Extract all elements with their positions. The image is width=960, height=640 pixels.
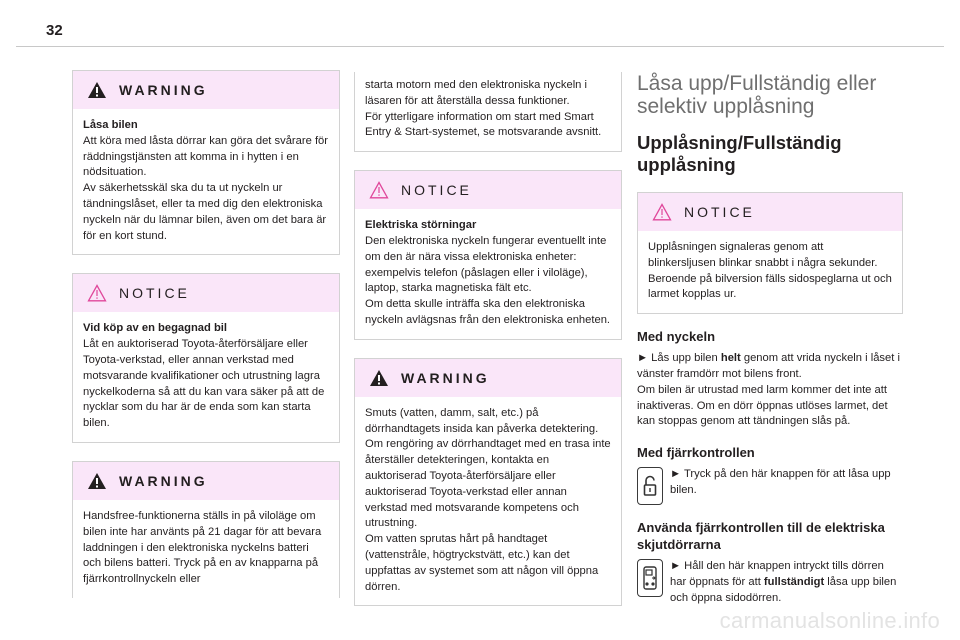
notice-triangle-icon	[87, 284, 107, 302]
top-divider	[16, 46, 944, 47]
warning-label: WARNING	[401, 369, 490, 386]
sliding-heading: Använda fjärrkontrollen till de elektriska skjutdörrarna	[637, 520, 885, 553]
key-text-after: genom att vrida nyckeln i låset i vänster framdörr mot bilens front. Om bilen är utrustad med larm kommer det inte att inaktiveras. Om en dörr öppnas utlöses larmet, det kan stoppas genom att tändningen slås på.	[637, 352, 900, 428]
unlock-icon	[637, 467, 663, 505]
notice-label: NOTICE	[401, 182, 472, 199]
page-number: 32	[46, 22, 63, 39]
notice-box-used-car	[72, 273, 340, 443]
notice-triangle-icon	[652, 203, 672, 221]
warning-continued-text: starta motorn med den elektroniska nyckeln i läsaren för att återställa dessa funktioner. För ytterligare information om start med Smart Entry & Start-systemet, se motsvarande avsnitt.	[365, 79, 602, 139]
sliding-text-before: ► Håll den här knappen intryckt tills dörren har öppnats för att	[670, 560, 884, 588]
warning-header	[73, 71, 339, 109]
column-3	[637, 72, 903, 607]
warning-text: Smuts (vatten, damm, salt, etc.) på dörrhandtagets insida kan påverka detektering. Om rengöring av dörrhandtaget med en trasa inte återställer detekteringen, kontakta en auktoriserad Toyota-återförsäljare eller auktoriserad Toyota-verkstad eller annan verkstad med motsvarande kompetens och utrustning. Om vatten sprutas hårt på handtaget (vattenstråle, högtryckstvätt, etc.) kan det uppfattas av systemet som att någon vill öppna dörren.	[365, 406, 611, 593]
notice-header	[355, 171, 621, 209]
warning-header	[73, 462, 339, 500]
warning-triangle-icon	[369, 369, 389, 387]
warning-text: Att köra med låsta dörrar kan göra det svårare för räddningstjänsten att komma in i hytten i en nödsituation. Av säkerhetsskäl ska du ta ut nyckeln ur tändningslåset, eller ta med dig den elektroniska nyckeln när du lämnar bilen, även om det bara är för en kort stund.	[83, 134, 328, 242]
warning-continued-body	[355, 72, 621, 151]
warning-header	[355, 359, 621, 397]
notice-triangle-icon	[369, 181, 389, 199]
sliding-text	[670, 559, 903, 606]
notice-body	[638, 231, 902, 313]
warning-box-handsfree	[72, 461, 340, 598]
notice-header	[73, 274, 339, 312]
remote-text: ► Tryck på den här knappen för att låsa upp bilen.	[670, 468, 891, 496]
page-title: Låsa upp/Fullständig eller selektiv upplåsning	[637, 72, 877, 118]
key-text-before: ► Lås upp bilen	[637, 352, 721, 365]
notice-text: Låt en auktoriserad Toyota-återförsäljare eller Toyota-verkstad, eller annan verkstad med motsvarande kvalifikationer och utrustning lagra nyckelkoderna så att du kan vara säker på att de nycklar som du har är de enda som kan starta bilen.	[83, 338, 325, 430]
warning-body	[355, 397, 621, 606]
notice-box-unlocking	[637, 192, 903, 314]
column-2	[354, 72, 622, 624]
notice-body	[355, 209, 621, 339]
warning-box-locking	[72, 70, 340, 255]
sliding-text-bold: fullständigt	[763, 575, 825, 588]
key-text	[637, 351, 903, 430]
warning-triangle-icon	[87, 472, 107, 490]
notice-header	[638, 193, 902, 231]
sliding-row	[637, 559, 903, 606]
warning-subtitle: Låsa bilen	[83, 119, 138, 131]
notice-subtitle: Vid köp av en begagnad bil	[83, 322, 228, 335]
sliding-door-icon	[637, 559, 663, 597]
remote-row	[637, 467, 903, 505]
warning-text: Handsfree-funktionerna ställs in på viloläge om bilen inte har använts på 21 dagar för att bevara laddningen i den elektroniska nyckelns batteri och bilens batteri. Tryck på en av knapparna på fjärrkontrollnyckeln eller	[83, 509, 322, 586]
notice-text: Upplåsningen signaleras genom att blinkersljusen blinkar snabbt i några sekunder. Beroende på bilversion fälls sidospeglarna ut och larmet kopplas ur.	[648, 241, 892, 301]
notice-box-interference	[354, 170, 622, 340]
notice-body	[73, 312, 339, 442]
notice-label: NOTICE	[684, 204, 755, 220]
notice-text: Den elektroniska nyckeln fungerar eventuellt inte om den är nära vissa elektroniska enheter: exempelvis telefon (påslagen eller i viloläge), laptop, starka magnetiska fält etc. Om detta skulle inträffa ska den elektroniska nyckeln avlägsnas från den elektroniska enheten.	[365, 234, 611, 326]
column-1	[72, 70, 340, 598]
key-text-bold: helt	[720, 352, 741, 365]
warning-box-continued	[354, 72, 622, 152]
sliding-text-after: låsa upp bilen och öppna sidodörren.	[670, 575, 897, 604]
warning-box-dirt	[354, 358, 622, 607]
notice-label: NOTICE	[119, 285, 190, 302]
notice-subtitle: Elektriska störningar	[365, 219, 477, 232]
warning-label: WARNING	[119, 472, 208, 489]
warning-label: WARNING	[119, 82, 208, 98]
key-heading: Med nyckeln	[637, 329, 716, 345]
warning-triangle-icon	[87, 81, 107, 99]
remote-heading: Med fjärrkontrollen	[637, 445, 755, 461]
warning-body	[73, 109, 339, 254]
watermark: carmanualsonline.info	[719, 608, 940, 633]
warning-body	[73, 500, 339, 598]
section-heading: Upplåsning/Fullständig upplåsning	[637, 132, 842, 175]
